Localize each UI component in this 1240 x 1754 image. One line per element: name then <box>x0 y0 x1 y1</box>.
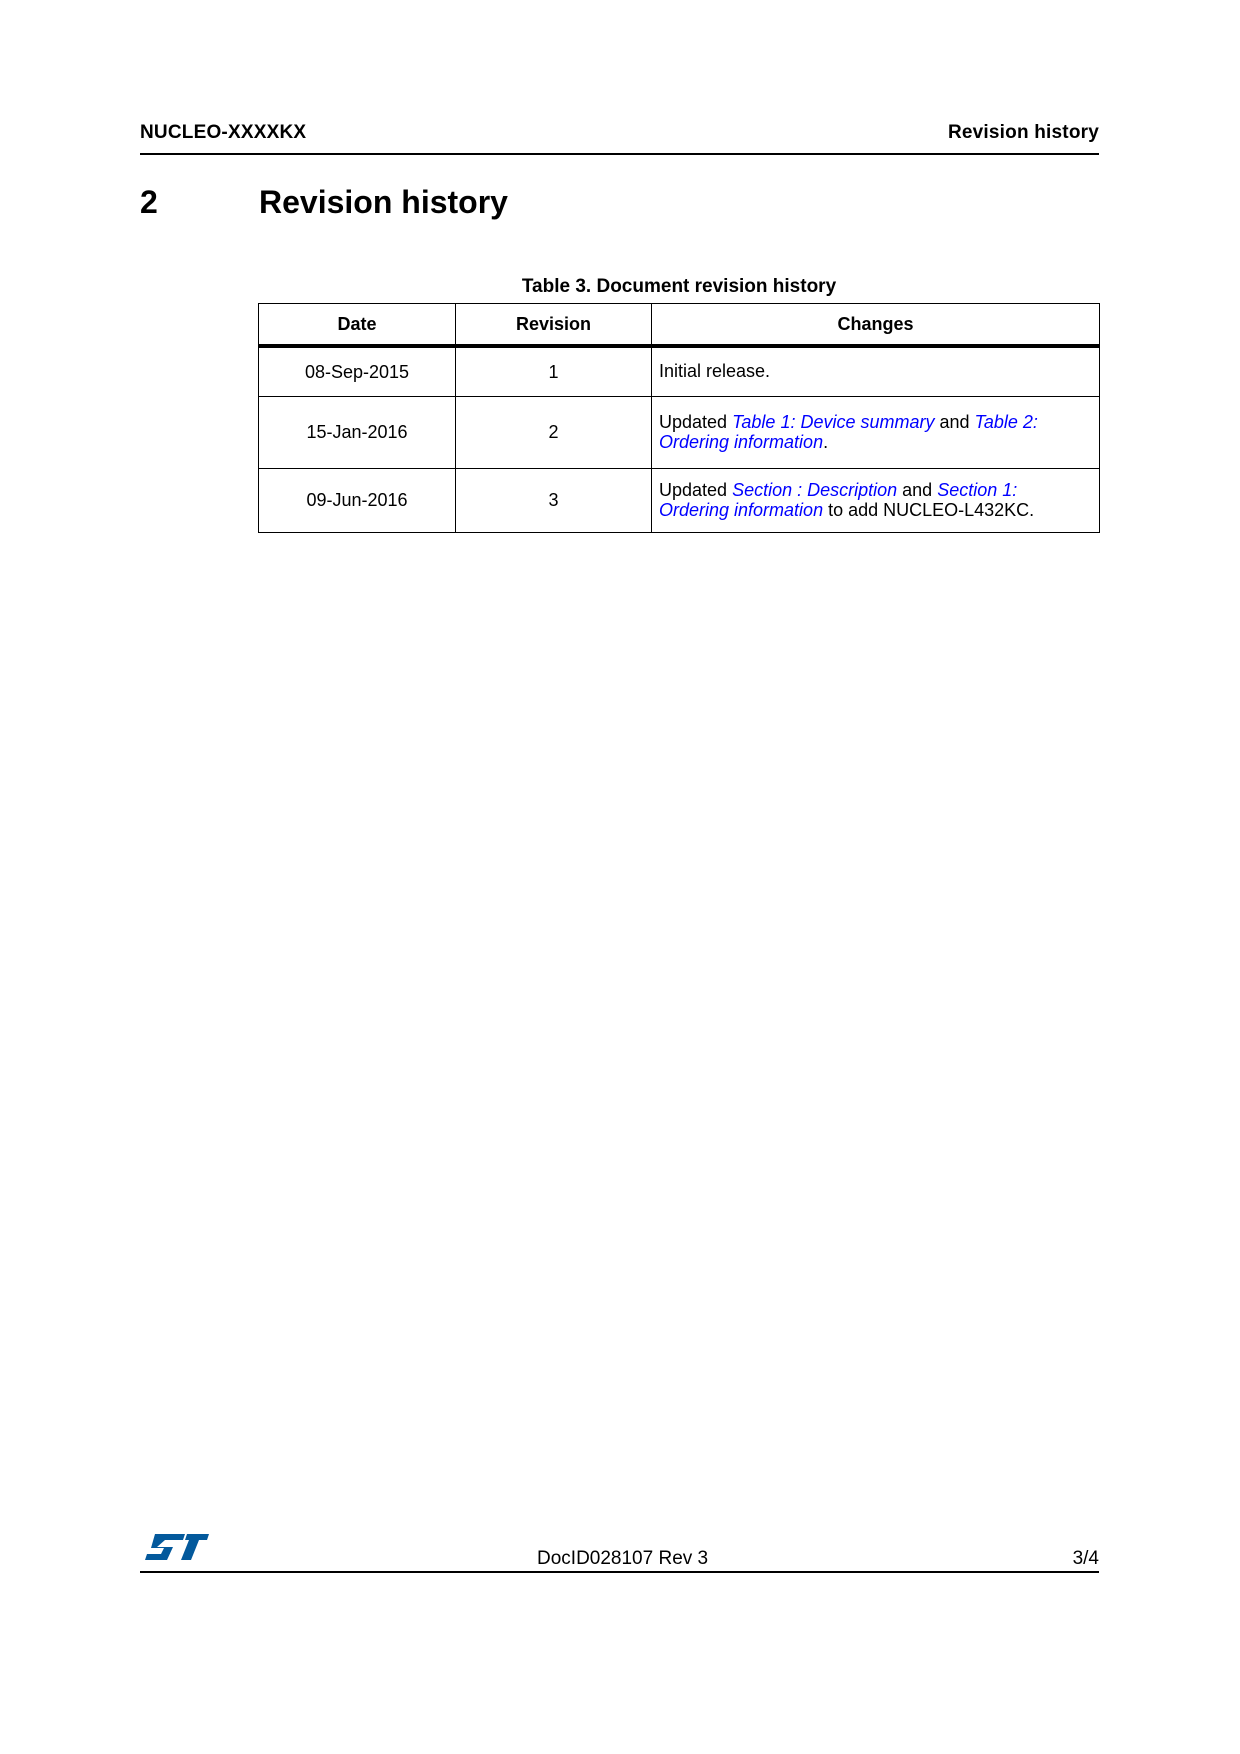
changes-text: to add NUCLEO-L432KC. <box>823 499 1035 520</box>
cell-revision: 3 <box>456 469 652 533</box>
cell-changes <box>652 397 1100 469</box>
cell-revision: 2 <box>456 397 652 469</box>
header-section-name: Revision history <box>947 122 1099 143</box>
section-number: 2 <box>140 184 158 220</box>
changes-text: and <box>897 479 938 500</box>
section-title: Revision history <box>259 184 508 220</box>
st-logo-icon <box>145 1534 209 1560</box>
footer-page-number: 3/4 <box>1072 1548 1099 1569</box>
changes-text: Updated <box>659 411 733 432</box>
header-product-name: NUCLEO-XXXXKX <box>140 122 307 143</box>
cell-revision: 1 <box>456 346 652 397</box>
table-row <box>259 469 1100 533</box>
link-section-description[interactable]: Section : Description <box>732 479 898 500</box>
cell-changes <box>652 346 1100 397</box>
revision-history-table <box>258 303 1100 533</box>
footer-doc-id: DocID028107 Rev 3 <box>537 1548 709 1569</box>
changes-text: . <box>823 431 829 452</box>
column-header-revision: Revision <box>456 304 652 347</box>
footer-divider <box>140 1571 1099 1573</box>
cell-date: 09-Jun-2016 <box>259 469 456 533</box>
changes-text: and <box>934 411 975 432</box>
column-header-changes: Changes <box>652 304 1100 347</box>
changes-text: Updated <box>659 479 733 500</box>
link-table-2-ordering-information[interactable]: Table 2: Ordering information <box>659 411 1038 452</box>
cell-changes <box>652 469 1100 533</box>
cell-date: 15-Jan-2016 <box>259 397 456 469</box>
table-row <box>259 346 1100 397</box>
column-header-date: Date <box>259 304 456 347</box>
table-caption: Table 3. Document revision history <box>521 276 837 297</box>
cell-date: 08-Sep-2015 <box>259 346 456 397</box>
table-row <box>259 397 1100 469</box>
page-header <box>140 122 1099 155</box>
table-header-row <box>259 304 1100 347</box>
link-table-1-device-summary[interactable]: Table 1: Device summary <box>732 411 935 432</box>
changes-text: Initial release. <box>659 361 771 381</box>
link-section-1-ordering-information[interactable]: Section 1: Ordering information <box>659 479 1018 520</box>
